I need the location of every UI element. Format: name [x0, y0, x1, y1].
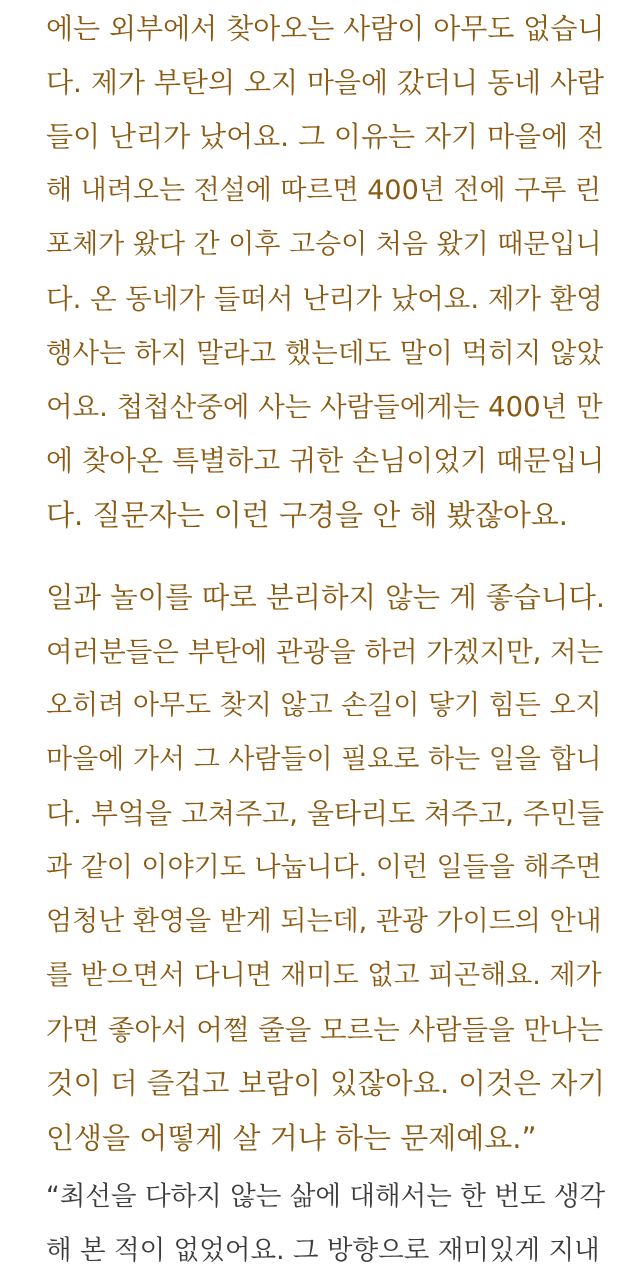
text-line: 다. 제가 부탄의 오지 마을에 갔더니 동네 사람 [46, 66, 605, 99]
text-line: 해 본 적이 없었어요. 그 방향으로 재미있게 지내 [46, 1235, 600, 1266]
text-line: 에 찾아온 특별하고 귀한 손님이었기 때문입니 [46, 444, 605, 477]
text-line: 행사는 하지 말라고 했는데도 말이 먹히지 않았 [46, 337, 604, 369]
text-line: 오히려 아무도 찾지 않고 손길이 닿기 힘든 오지 [46, 690, 602, 721]
text-line: 것이 더 즐겁고 보람이 있잖아요. 이것은 자기 [46, 1067, 605, 1100]
question-paragraph [46, 1170, 606, 1278]
text-line: 어요. 첩첩산중에 사는 사람들에게는 400년 만 [46, 391, 603, 423]
text-line: 과 같이 이야기도 나눕니다. 이런 일들을 해주면 [46, 852, 602, 883]
text-line: 다. 질문자는 이런 구경을 안 해 봤잖아요. [46, 498, 568, 532]
text-line: 가면 좋아서 어쩔 줄을 모르는 사람들을 만나는 [46, 1014, 604, 1046]
text-line: 에는 외부에서 찾아오는 사람이 아무도 없습니 [46, 12, 605, 45]
text-line: 다. 부엌을 고쳐주고, 울타리도 쳐주고, 주민들 [46, 797, 605, 830]
text-line: 여러분들은 부탄에 관광을 하러 가겠지만, 저는 [46, 636, 604, 668]
answer-paragraph-2 [46, 571, 606, 1165]
answer-paragraph-1 [46, 2, 606, 542]
text-line: 엄청난 환영을 받게 되는데, 관광 가이드의 안내 [46, 906, 602, 937]
text-line: 들이 난리가 났어요. 그 이유는 자기 마을에 전 [46, 120, 605, 153]
text-line: 일과 놀이를 따로 분리하지 않는 게 좋습니다. [46, 581, 605, 614]
text-line: “최선을 다하지 않는 삶에 대해서는 한 번도 생각 [46, 1181, 606, 1212]
text-line: 다. 온 동네가 들떠서 난리가 났어요. 제가 환영 [46, 283, 603, 315]
text-line: 마을에 가서 그 사람들이 필요로 하는 일을 합니 [46, 744, 602, 775]
text-line: 를 받으면서 다니면 재미도 없고 피곤해요. 제가 [46, 960, 602, 991]
text-line: 해 내려오는 전설에 따르면 400년 전에 구루 린 [46, 175, 602, 206]
text-line: 인생을 어떻게 살 거냐 하는 문제예요.” [46, 1121, 537, 1155]
text-line: 포체가 왔다 간 이후 고승이 처음 왔기 때문입니 [46, 229, 602, 260]
